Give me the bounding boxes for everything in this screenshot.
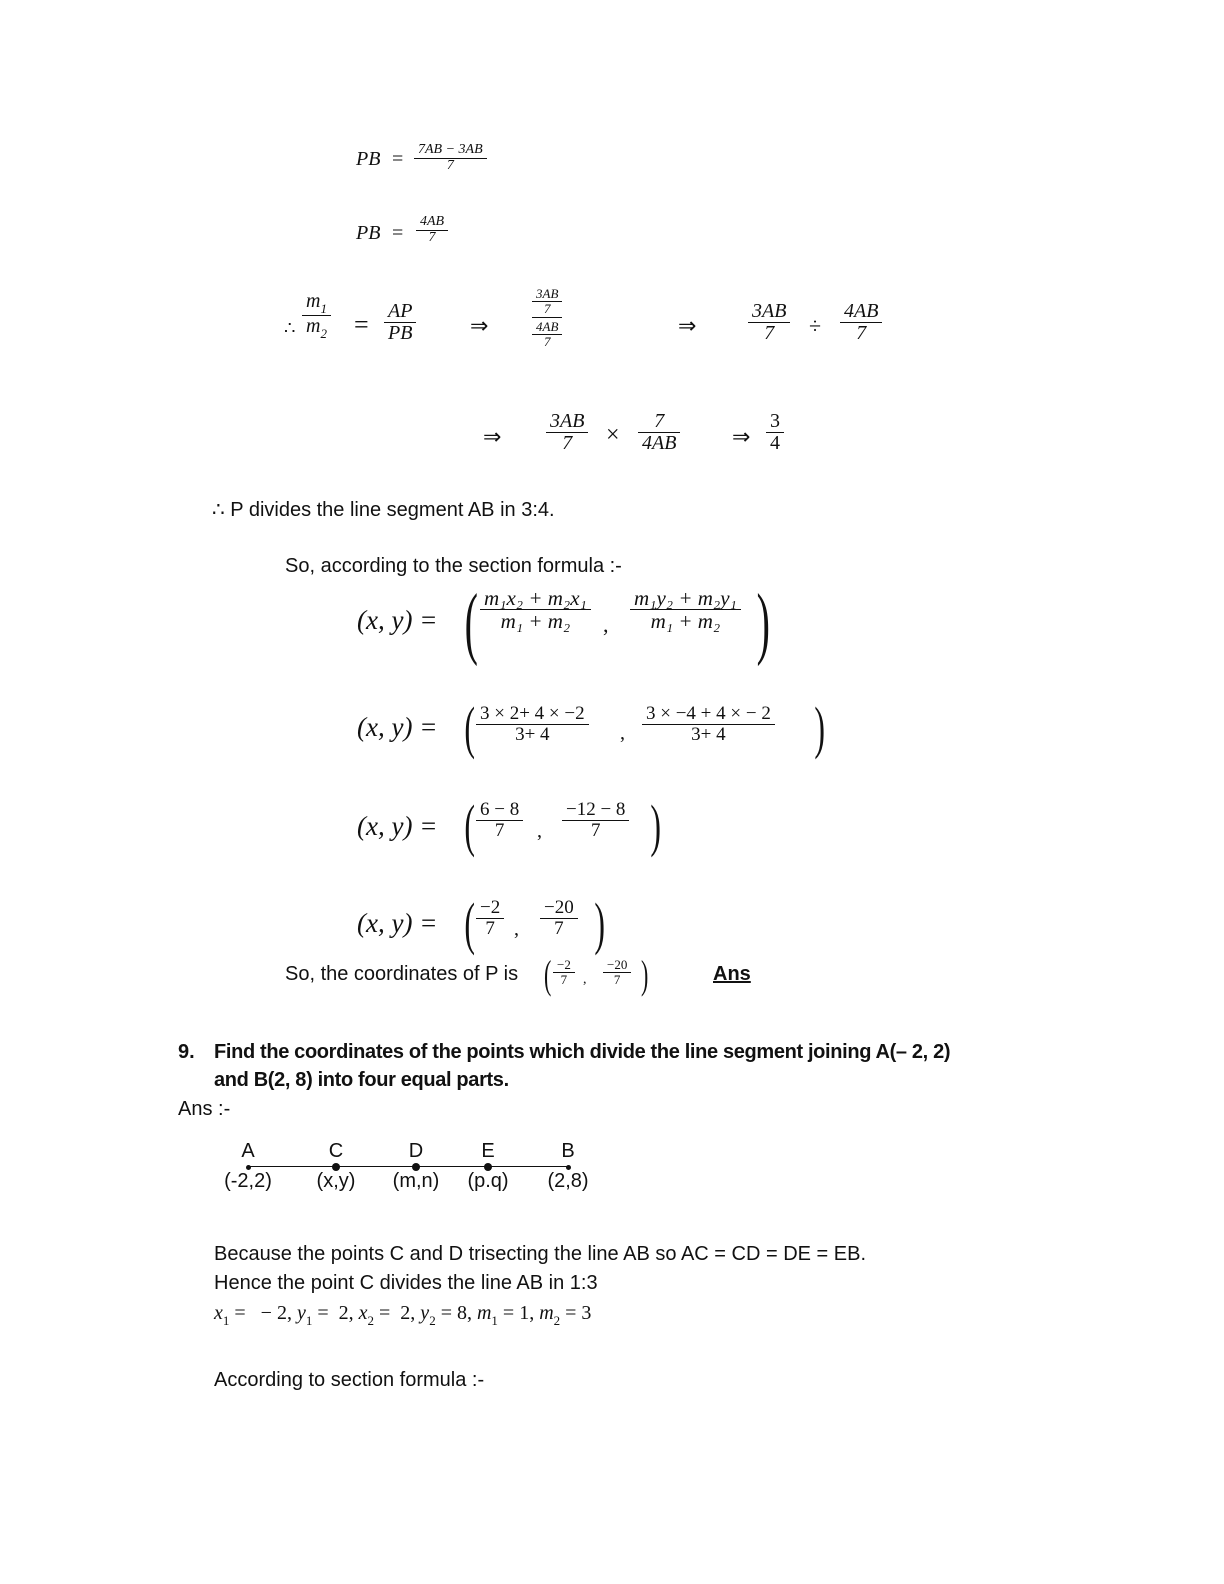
ap-over-pb: [384, 301, 416, 344]
according-text: According to section formula :-: [214, 1369, 485, 1391]
left-paren: (: [543, 952, 552, 997]
x2-var: x: [358, 1302, 368, 1324]
equals-sign: =: [354, 310, 369, 339]
numerator: 4AB: [844, 300, 879, 322]
point-coordinate: (m,n): [392, 1170, 440, 1192]
comma: ,: [620, 722, 625, 744]
numerator: 3AB: [752, 300, 787, 322]
denominator: 4AB: [642, 432, 677, 454]
denominator: 7: [590, 819, 601, 841]
denominator: 4: [770, 432, 780, 454]
subscript: 2: [367, 1312, 375, 1328]
left-paren: (: [464, 579, 478, 667]
numerator: 3 × −4 + 4 × − 2: [646, 703, 771, 724]
numerator: −20: [607, 957, 628, 972]
numerator: m₁x₂ + m₂x₁: [484, 586, 587, 610]
implies-arrow: ⇒: [483, 424, 502, 449]
m2-var: m: [539, 1302, 554, 1324]
point-label: C: [328, 1140, 344, 1162]
right-paren: ): [756, 579, 770, 667]
conclusion-text: ∴ P divides the line segment AB in 3:4.: [212, 499, 555, 521]
hence-text: Hence the point C divides the line AB in 1:3: [214, 1272, 598, 1294]
numerator: 7: [654, 410, 665, 432]
xy-lhs: (x, y) =: [357, 908, 438, 938]
point-label: A: [241, 1140, 255, 1162]
numerator: 3 × 2+ 4 × −2: [480, 703, 585, 724]
fraction-3-4: [766, 411, 784, 454]
left-paren: (: [464, 695, 475, 760]
numerator: −2: [557, 957, 571, 972]
right-paren: ): [594, 891, 605, 956]
subscript: 1: [222, 1312, 230, 1328]
numerator: 3: [770, 410, 780, 432]
equals-sign: =: [392, 148, 404, 170]
x-fraction: [476, 704, 589, 745]
line-segment: [248, 1166, 568, 1167]
question-number: 9.: [178, 1041, 195, 1063]
y2-value: = 8,: [440, 1302, 472, 1324]
segment-diagram: [220, 1138, 620, 1198]
point-label: B: [561, 1140, 575, 1162]
denominator: 7: [543, 300, 551, 316]
divide-sign: ÷: [809, 313, 822, 338]
fraction-7-4ab: [638, 411, 680, 454]
comma: ,: [514, 918, 519, 940]
question-text-line-2: and B(2, 8) into four equal parts.: [214, 1069, 509, 1091]
y1-value: = 2,: [317, 1302, 354, 1324]
subscript: 1: [320, 300, 327, 316]
comma: ,: [537, 820, 542, 842]
denominator: 7: [494, 819, 505, 841]
point-label: D: [408, 1140, 424, 1162]
denominator: 3+ 4: [691, 723, 726, 745]
y-fraction: [630, 587, 741, 632]
question-text-line-1: Find the coordinates of the points which divide the line segment joining A(– 2, 2): [214, 1041, 951, 1063]
m1-var: m: [476, 1302, 492, 1324]
fraction-3ab-7: [748, 301, 790, 344]
subscript: 2: [320, 326, 327, 342]
comma: ,: [603, 612, 609, 637]
denominator: 7: [485, 917, 495, 939]
denominator: 7: [560, 971, 568, 987]
left-paren: (: [464, 793, 475, 858]
denominator: 7: [613, 971, 621, 987]
right-paren: ): [650, 793, 661, 858]
point-coordinate: (p.q): [467, 1170, 509, 1192]
m1-value: = 1,: [502, 1302, 535, 1324]
m1: m: [306, 290, 321, 312]
numerator: 7AB − 3AB: [418, 142, 483, 157]
y-fraction: [540, 898, 578, 939]
denominator: 7: [543, 333, 551, 349]
denominator: 3+ 4: [515, 723, 550, 745]
x2-value: = 2,: [379, 1302, 416, 1324]
m2-value: = 3: [565, 1302, 592, 1324]
point-label: E: [481, 1140, 495, 1162]
x-fraction: [476, 898, 504, 939]
final-text: So, the coordinates of P is: [285, 963, 519, 985]
y2-var: y: [420, 1302, 430, 1324]
xy-lhs: (x, y) =: [357, 605, 438, 635]
fraction: [416, 215, 448, 245]
denominator: 7: [764, 322, 775, 344]
times-sign: ×: [606, 422, 620, 448]
denominator: 7: [856, 322, 867, 344]
y-fraction: [562, 800, 629, 841]
numerator: −20: [544, 897, 574, 918]
ans-label: Ans :-: [178, 1098, 231, 1120]
implies-arrow: ⇒: [470, 313, 489, 338]
implies-arrow: ⇒: [678, 313, 697, 338]
section-intro-text: So, according to the section formula :-: [285, 555, 622, 577]
numerator: 4AB: [420, 214, 445, 229]
x-fraction: [480, 587, 591, 632]
numerator: 3AB: [536, 286, 559, 301]
point-dot: [566, 1165, 571, 1170]
denominator: 7: [562, 432, 573, 454]
pb-lhs: PB: [356, 222, 381, 244]
comma: ,: [583, 972, 587, 987]
denominator: 7: [428, 229, 436, 245]
m2: m: [306, 315, 321, 338]
given-values: [214, 1302, 591, 1329]
numerator: 6 − 8: [480, 799, 520, 820]
subscript: 2: [429, 1312, 436, 1328]
fraction-3ab-7: [546, 411, 588, 454]
left-paren: (: [464, 891, 475, 956]
therefore-symbol: ∴: [284, 318, 296, 338]
numerator: −2: [480, 897, 501, 918]
fraction-4ab-7: [840, 301, 882, 344]
complex-fraction: [532, 287, 562, 349]
denominator: 7: [554, 917, 564, 939]
ans-label: Ans: [713, 963, 751, 985]
m1-over-m2: [302, 291, 331, 341]
because-text: Because the points C and D trisecting the line AB so AC = CD = DE = EB.: [214, 1243, 867, 1265]
subscript: 1: [491, 1312, 498, 1328]
right-paren: ): [640, 952, 649, 997]
x-fraction: [476, 800, 523, 841]
upper-fraction: [532, 287, 562, 315]
point-dot: [246, 1165, 251, 1170]
numerator: −12 − 8: [566, 799, 626, 820]
pb-lhs: PB: [356, 148, 381, 170]
numerator: AP: [388, 300, 413, 322]
numerator: m₁y₂ + m₂y₁: [634, 586, 737, 610]
right-paren: ): [814, 695, 825, 760]
x-fraction: [553, 958, 575, 986]
subscript: 2: [553, 1312, 561, 1328]
xy-lhs: (x, y) =: [357, 811, 438, 841]
numerator: 4AB: [536, 319, 559, 335]
denominator: 7: [446, 157, 454, 173]
xy-lhs: (x, y) =: [357, 712, 438, 742]
implies-arrow: ⇒: [732, 424, 751, 449]
denominator: m₁ + m₂: [650, 609, 721, 634]
numerator: 3AB: [550, 410, 585, 432]
y1-var: y: [296, 1302, 306, 1324]
y-fraction: [642, 704, 775, 745]
y-fraction: [603, 958, 631, 986]
point-coordinate: (2,8): [547, 1170, 589, 1192]
equals-sign: =: [392, 222, 404, 244]
lower-fraction: [532, 320, 562, 348]
denominator: PB: [388, 322, 413, 344]
point-coordinate: (x,y): [316, 1170, 356, 1192]
denominator: m₁ + m₂: [500, 609, 571, 634]
x1-value: = − 2,: [234, 1302, 292, 1324]
x1-var: x: [214, 1302, 223, 1324]
subscript: 1: [305, 1312, 313, 1328]
fraction: [414, 143, 487, 173]
point-coordinate: (-2,2): [224, 1170, 272, 1192]
